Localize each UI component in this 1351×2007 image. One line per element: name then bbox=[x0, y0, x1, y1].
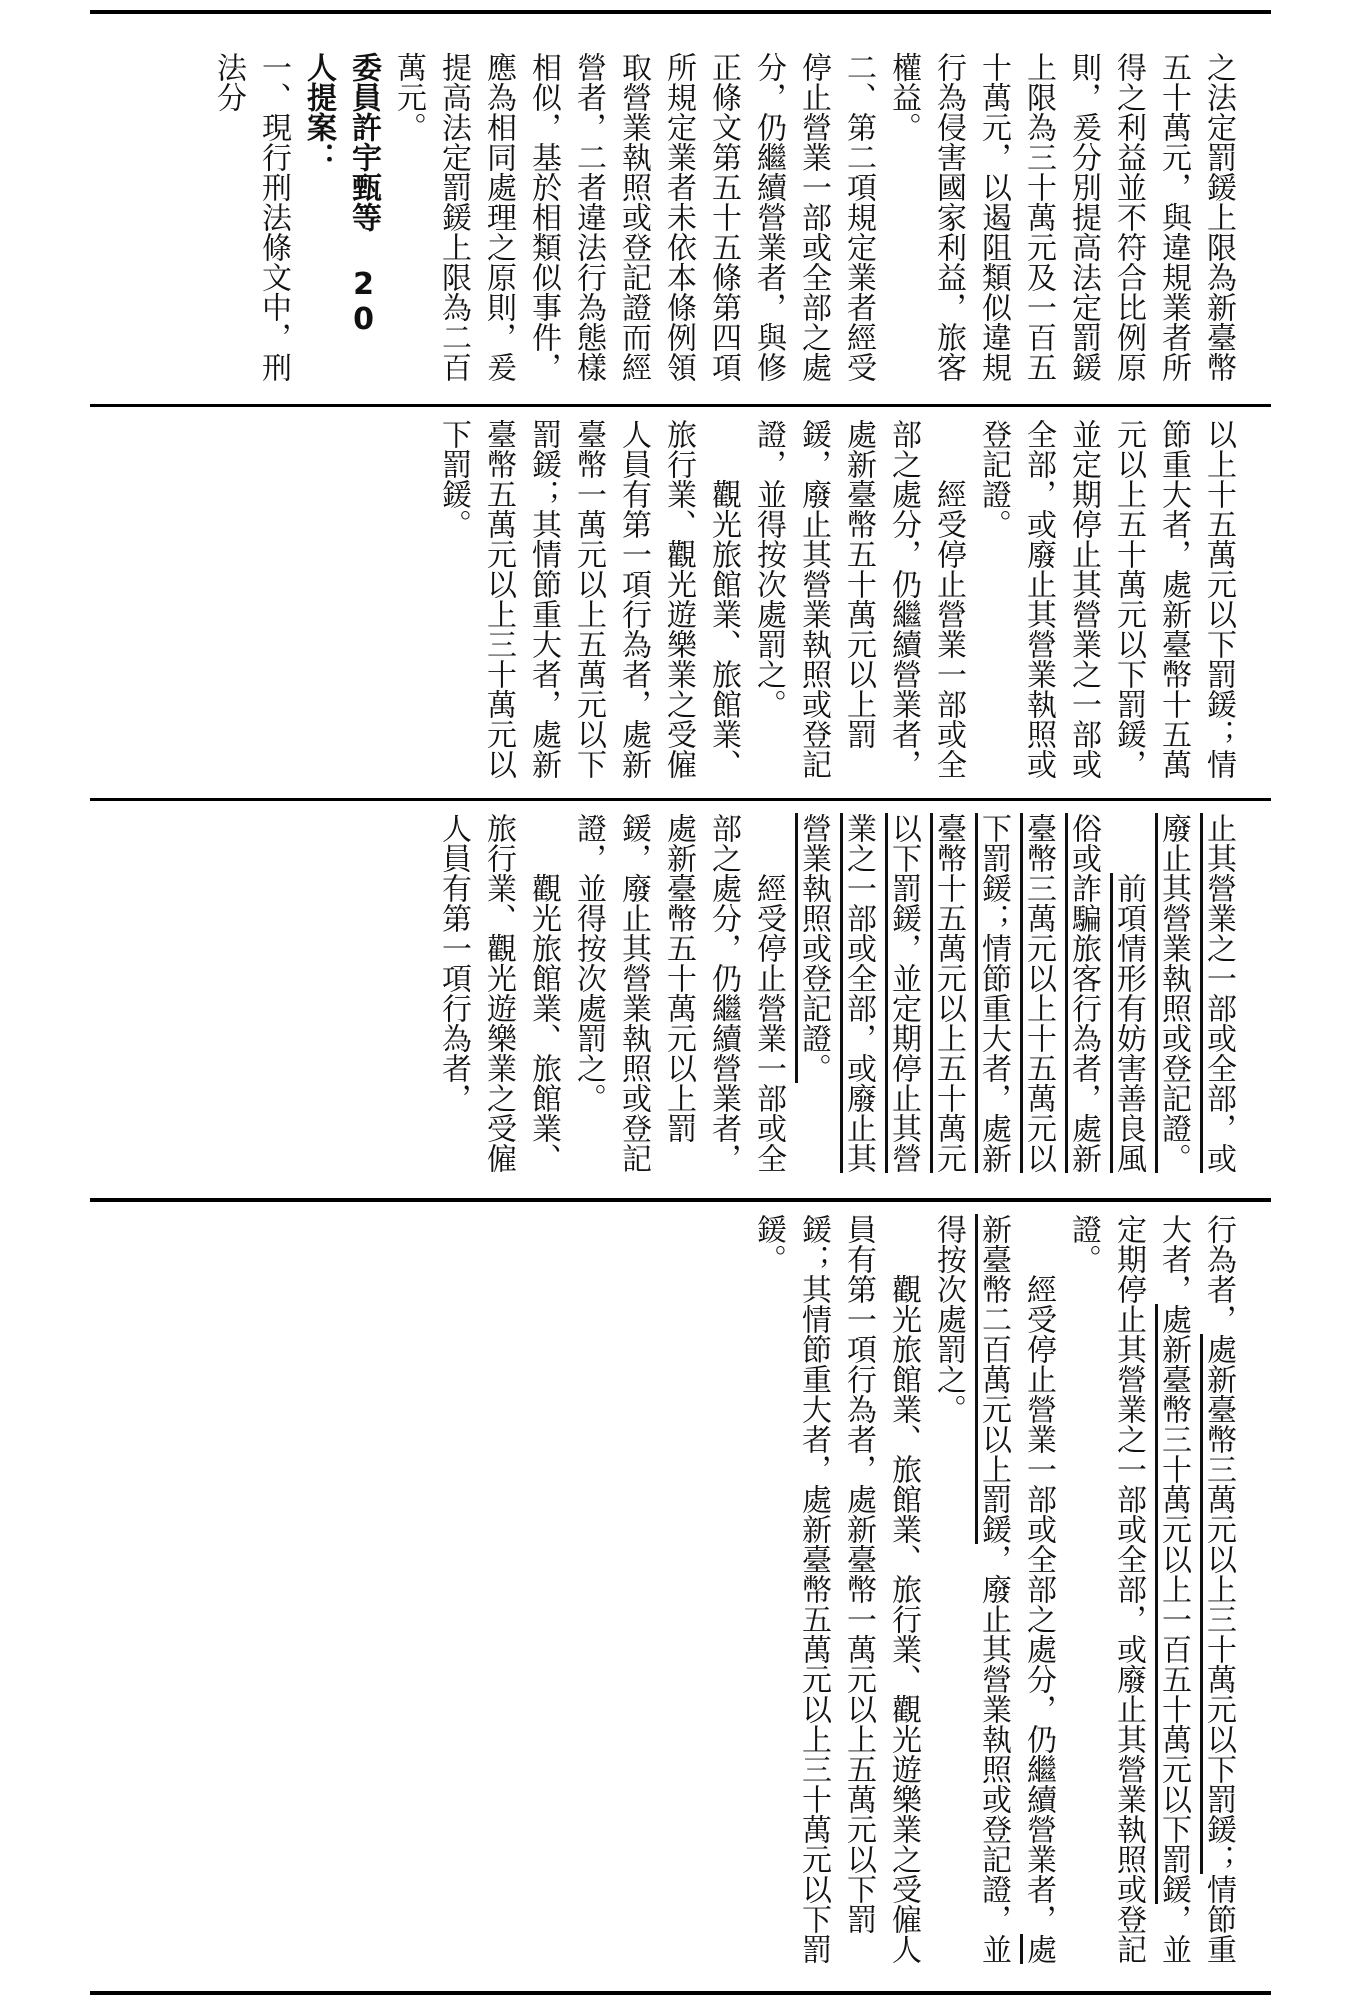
paragraph: 二、第二項規定業者經受停止營業一部或全部之處分，仍繼續營業者，與修正條文第五十五條第四項所規定業者未依本條例領取營業執照或登記證而經營者，二者違法行為態樣相似，基於相類似事件，應為相同處理之原則，爰提高法定罰鍰上限為二百萬元。 bbox=[391, 52, 876, 382]
paragraph: 經受停止營業一部或全部之處分，仍繼續營業者，處新臺幣五十萬元以上罰鍰，廢止其營業執照或登記證，並得按次處罰之。 bbox=[751, 419, 966, 779]
underlined-text: 處新臺幣三萬元以上三十萬元以下罰鍰； bbox=[1201, 1334, 1236, 1874]
underlined-text: 前項情形有妨害善良風俗或詐騙旅客行為者，處新臺幣三萬元以上十五萬元以下罰鍰；情節重大者，處新臺幣十五萬元以上五十萬元以下罰鍰，並定期停止其營業之一部或全部，或廢止其營業執照或登記證。 bbox=[796, 813, 1146, 1173]
paragraph bbox=[1151, 813, 1241, 1186]
underlined-text: 處新臺幣三十萬元以上一百五十萬元以下罰鍰 bbox=[1156, 1304, 1191, 1904]
paragraph: 以上十五萬元以下罰鍰；情節重大者，處新臺幣十五萬元以上五十萬元以下罰鍰，並定期停止其營業之一部或全部，或廢止其營業執照或登記證。 bbox=[976, 419, 1236, 779]
column-1 bbox=[90, 12, 1271, 404]
paragraph: 一、現行刑法條文中，刑法分 bbox=[211, 52, 291, 382]
paragraph bbox=[926, 1214, 1061, 1979]
paragraph: 之法定罰鍰上限為新臺幣五十萬元，與違規業者所得之利益並不符合比例原則，爰分別提高法定罰鍰上限為三十萬元及一百五十萬元，以遏阻類似違規行為侵害國家利益，旅客權益。 bbox=[886, 52, 1236, 382]
text-segment: 情節重大者， bbox=[1156, 1214, 1236, 1964]
text-segment: 行為者， bbox=[1201, 1214, 1236, 1334]
text-segment: ，廢止其營業執照或登記證，並得按次處罰之。 bbox=[931, 1214, 1011, 1964]
paragraph bbox=[791, 813, 1151, 1186]
text-segment: 經受停止營業一部或全部之處分，仍繼續營業者，處新臺幣五十萬元以上罰鍰，廢止其營業執照或登記證，並得按次處罰之。 bbox=[571, 813, 786, 1173]
underlined-text: 止其營業之一部或全部，或廢止其營業執照或登記證。 bbox=[1156, 813, 1236, 1173]
rule-bottom bbox=[90, 1991, 1271, 1995]
column-2 bbox=[90, 407, 1271, 798]
paragraph: 委員許宇甄等 20 人提案： bbox=[301, 52, 381, 337]
text-segment: 經受停止營業一部或全部之處分，仍繼續營業者， bbox=[1021, 1274, 1056, 1934]
underlined-text: 處新臺幣二百萬元以上罰鍰 bbox=[976, 1214, 1056, 1964]
text-segment: 觀光旅館業、旅館業、旅行業、觀光遊樂業之受僱人員有第一項行為者，處新臺幣一萬元以上五萬元以下罰鍰；其情節重大者，處新臺幣五萬元以上三十萬元以下罰鍰。 bbox=[751, 1214, 921, 1964]
paragraph bbox=[1061, 1214, 1241, 1979]
paragraph bbox=[746, 1214, 926, 1979]
paragraph bbox=[431, 813, 566, 1186]
text-segment: ，並定期停止其營業之一部或全部，或廢止其營業執照或登記證。 bbox=[1066, 1214, 1191, 1964]
paragraph: 觀光旅館業、旅館業、旅行業、觀光遊樂業之受僱人員有第一項行為者，處新臺幣一萬元以上五萬元以下罰鍰；其情節重大者，處新臺幣五萬元以上三十萬元以下罰鍰。 bbox=[436, 419, 741, 779]
column-4 bbox=[90, 1202, 1271, 1991]
paragraph bbox=[566, 813, 791, 1186]
text-segment: 觀光旅館業、旅館業、旅行業、觀光遊樂業之受僱人員有第一項行為者， bbox=[436, 813, 561, 1173]
column-3 bbox=[90, 801, 1271, 1198]
